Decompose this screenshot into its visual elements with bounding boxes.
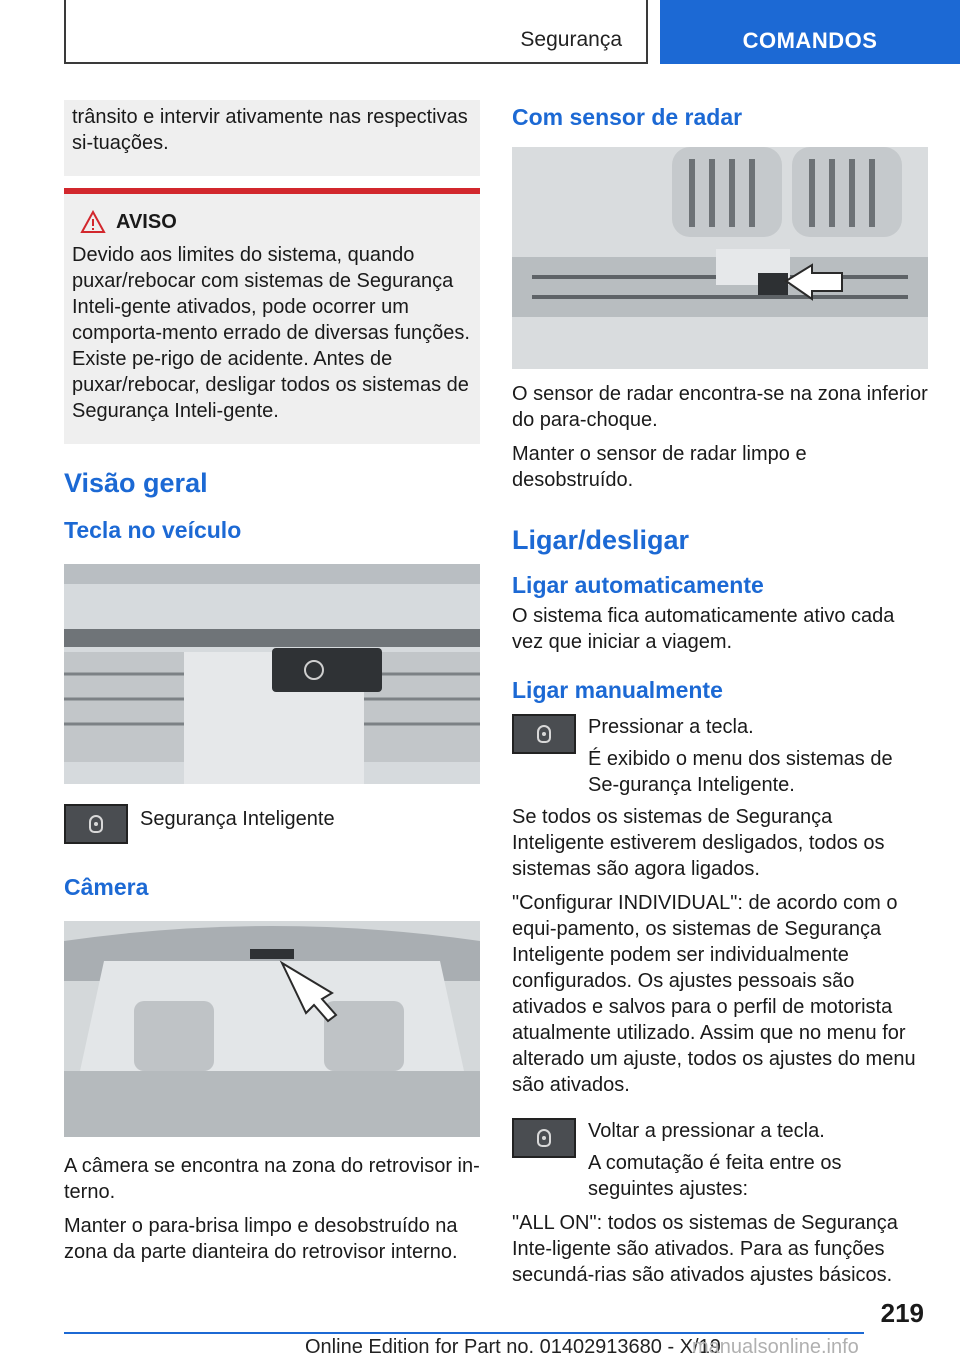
figure-button-panel <box>64 564 480 784</box>
again-step-press: Voltar a pressionar a tecla. <box>588 1120 825 1142</box>
heading-radar-sensor: Com sensor de radar <box>512 104 743 130</box>
figure-radar <box>512 147 928 369</box>
warning-text: Devido aos limites do sistema, quando puxar/rebocar com sistemas de Segurança Inteli-gente ativados, pode ocorrer um comporta-mento errado de diversas funções. Existe pe-rigo de acidente. Antes de puxar/rebocar, desligar todos os sistemas de Segurança Inteli-gente. <box>72 244 470 422</box>
intelligent-safety-button-icon[interactable] <box>64 804 128 844</box>
camera-illustration <box>64 921 480 1137</box>
auto-text: O sistema fica automaticamente ativo cada vez que iniciar a viagem. <box>512 605 895 653</box>
figure-camera <box>64 921 480 1137</box>
warning-header <box>72 210 472 234</box>
intro-box <box>64 100 480 176</box>
footer-watermark: manualsonline.info <box>692 1336 859 1358</box>
heading-auto-on: Ligar automaticamente <box>512 572 764 598</box>
header-section-title: Segurança <box>520 28 622 51</box>
heading-camera: Câmera <box>64 874 149 900</box>
warning-box <box>64 188 480 444</box>
header-section-box <box>64 0 648 64</box>
right-column <box>512 100 928 1288</box>
manual-step-menu: É exibido o menu dos sistemas de Se-gurança Inteligente. <box>588 748 893 796</box>
all-on-text: "ALL ON": todos os sistemas de Segurança Inte-ligente são ativados. Para as funções secundá-rias são ativados ajustes básicos. <box>512 1212 898 1286</box>
manual-text-individual: "Configurar INDIVIDUAL": de acordo com o equi-pamento, os sistemas de Segurança Inteligente podem ser individualmente configurados. Os ajustes pessoais são ativados e salvos para o perfil de motorista atualmente utilizado. Assim que no menu for alterado um ajuste, todos os ajustes do menu são ativados. <box>512 892 916 1096</box>
manual-step-row <box>512 714 928 798</box>
footer-edition: Online Edition for Part no. 01402913680 - X/19 <box>305 1336 721 1358</box>
heading-vehicle-button: Tecla no veículo <box>64 517 242 543</box>
heading-manual-on: Ligar manualmente <box>512 677 723 703</box>
button-row <box>64 804 480 844</box>
button-panel-illustration <box>64 564 480 784</box>
manual-step-press: Pressionar a tecla. <box>588 716 754 738</box>
page-number: 219 <box>880 1298 924 1328</box>
heading-on-off: Ligar/desligar <box>512 525 690 555</box>
intro-text: trânsito e intervir ativamente nas respectivas si-tuações. <box>72 106 468 154</box>
manual-text-all-off: Se todos os sistemas de Segurança Inteligente estiverem desligados, todos os sistemas são agora ligados. <box>512 806 885 880</box>
again-step-switch: A comutação é feita entre os seguintes ajustes: <box>588 1152 842 1200</box>
radar-text-location: O sensor de radar encontra-se na zona inferior do para-choque. <box>512 383 928 431</box>
again-step-row <box>512 1118 928 1202</box>
radar-text-clean: Manter o sensor de radar limpo e desobstruído. <box>512 443 807 491</box>
button-label: Segurança Inteligente <box>140 808 335 830</box>
footer-divider <box>64 1332 864 1334</box>
intelligent-safety-button-icon[interactable] <box>512 1118 576 1158</box>
warning-title: AVISO <box>116 210 177 233</box>
radar-illustration <box>512 147 928 369</box>
camera-text-clean: Manter o para-brisa limpo e desobstruído na zona da parte dianteira do retrovisor interno. <box>64 1215 458 1263</box>
camera-text-location: A câmera se encontra na zona do retrovisor in-terno. <box>64 1155 480 1203</box>
heading-overview: Visão geral <box>64 468 208 498</box>
warning-triangle-icon <box>80 210 106 234</box>
left-column <box>64 100 480 1265</box>
header-chapter-tab: COMANDOS <box>660 0 960 64</box>
